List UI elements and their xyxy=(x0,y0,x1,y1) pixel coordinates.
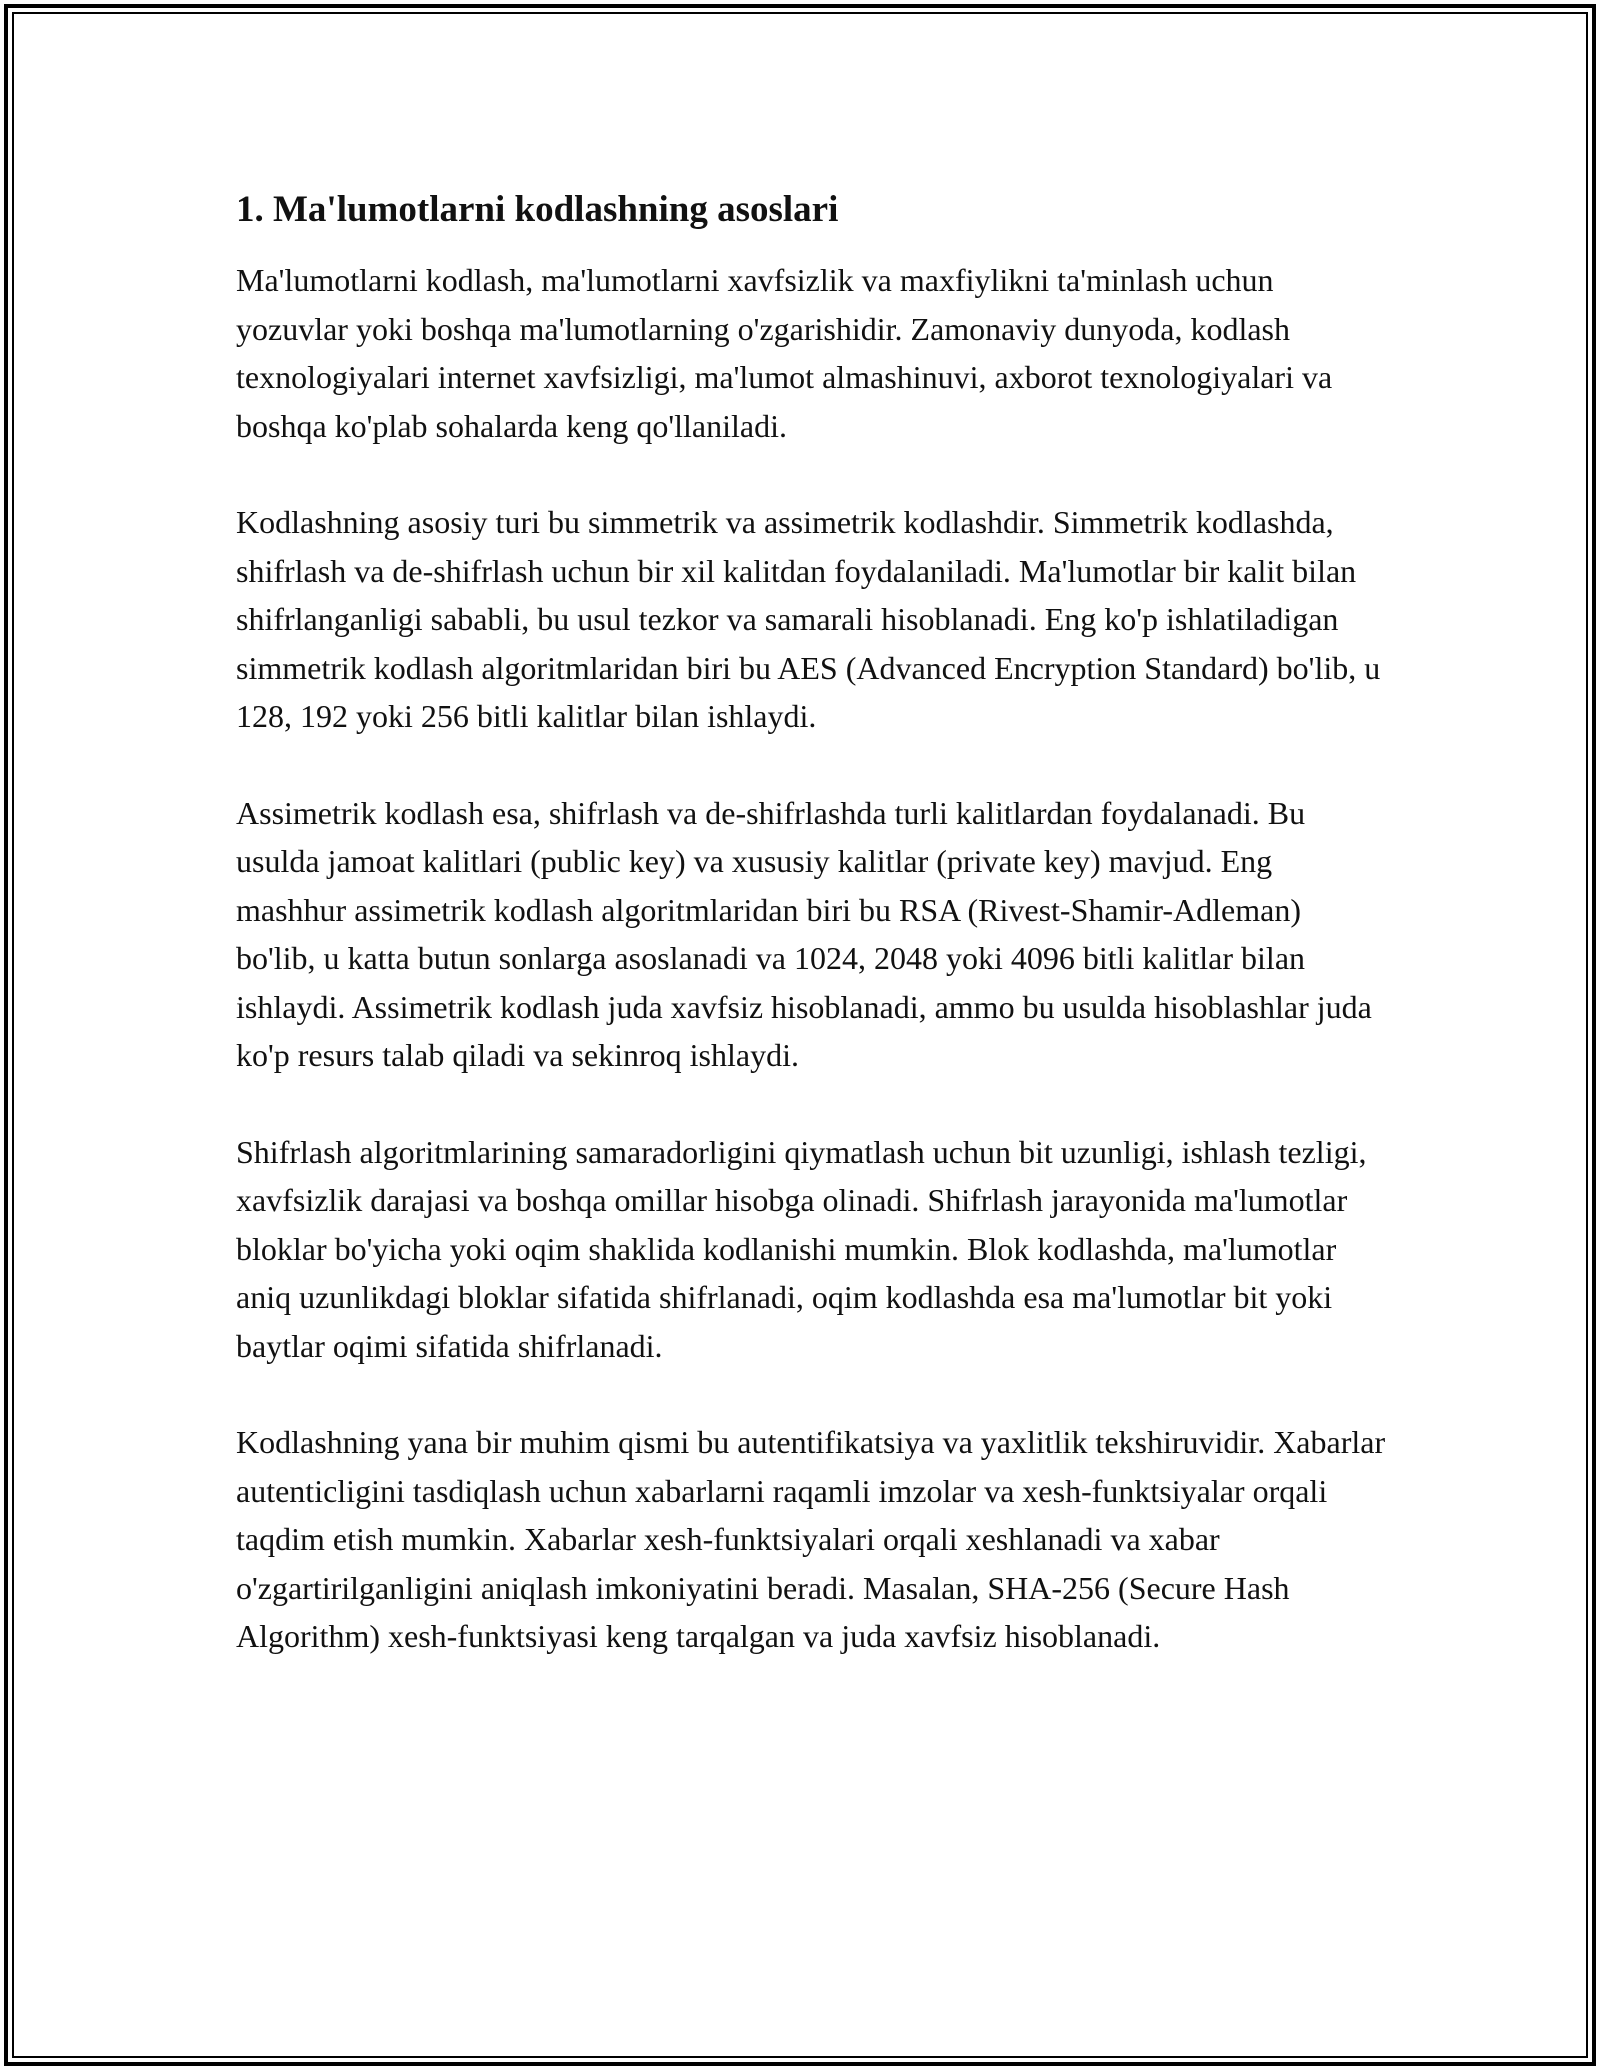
paragraph-5: Kodlashning yana bir muhim qismi bu autentifikatsiya va yaxlitlik tekshiruvidir. Xabarlar autenticligini tasdiqlash uchun xabarlarni raqamli imzolar va xesh-funktsiyalar orqali taqdim etish mumkin. Xabarlar xesh-funktsiyalari orqali xeshlanadi va xabar o'zgartirilganligini aniqlash imkoniyatini beradi. Masalan, SHA-256 (Secure Hash Algorithm) xesh-funktsiyasi keng tarqalgan va juda xavfsiz hisoblanadi. xyxy=(236,1424,1386,1654)
paragraph-3: Assimetrik kodlash esa, shifrlash va de-shifrlashda turli kalitlardan foydalanadi. Bu usulda jamoat kalitlari (public key) va xususiy kalitlar (private key) mavjud. Eng mashhur assimetrik kodlash algoritmlaridan biri bu RSA (Rivest-Shamir-Adleman) bo'lib, u katta butun sonlarga asoslanadi va 1024, 2048 yoki 4096 bitli kalitlar bilan ishlaydi. Assimetrik kodlash juda xavfsiz hisoblanadi, ammo bu usulda hisoblashlar juda ko'p resurs talab qiladi va sekinroq ishlaydi. xyxy=(236,794,1372,1073)
document-body xyxy=(236,186,1386,1709)
section-title: 1. Ma'lumotlarni kodlashning asoslari xyxy=(236,189,839,230)
paragraph-2: Kodlashning asosiy turi bu simmetrik va assimetrik kodlashdir. Simmetrik kodlashda, shifrlash va de-shifrlash uchun bir xil kalitdan foydalaniladi. Ma'lumotlar bir kalit bilan shifrlanganligi sababli, bu usul tezkor va samarali hisoblanadi. Eng ko'p ishlatiladigan simmetrik kodlash algoritmlaridan biri bu AES (Advanced Encryption Standard) bo'lib, u 128, 192 yoki 256 bitli kalitlar bilan ishlaydi. xyxy=(236,504,1381,734)
paragraph-1: Ma'lumotlarni kodlash, ma'lumotlarni xavfsizlik va maxfiylikni ta'minlash uchun yozuvlar yoki boshqa ma'lumotlarning o'zgarishidir. Zamonaviy dunyoda, kodlash texnologiyalari internet xavfsizligi, ma'lumot almashinuvi, axborot texnologiyalari va boshqa ko'plab sohalarda keng qo'llaniladi. xyxy=(236,262,1333,444)
paragraph-4: Shifrlash algoritmlarining samaradorligini qiymatlash uchun bit uzunligi, ishlash tezligi, xavfsizlik darajasi va boshqa omillar hisobga olinadi. Shifrlash jarayonida ma'lumotlar bloklar bo'yicha yoki oqim shaklida kodlanishi mumkin. Blok kodlashda, ma'lumotlar aniq uzunlikdagi bloklar sifatida shifrlanadi, oqim kodlashda esa ma'lumotlar bit yoki baytlar oqimi sifatida shifrlanadi. xyxy=(236,1133,1367,1364)
